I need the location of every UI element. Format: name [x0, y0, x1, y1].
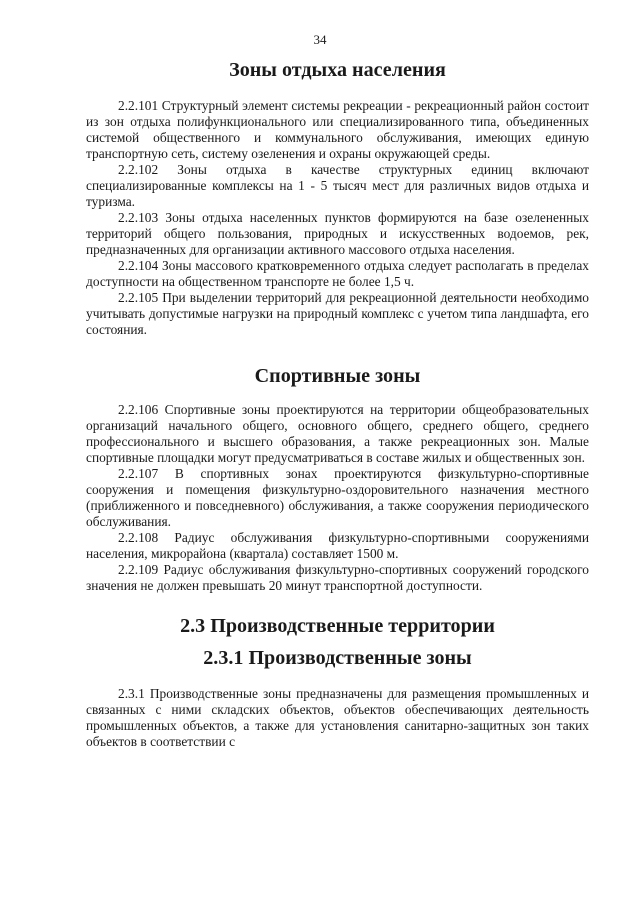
paragraph-2-2-109: 2.2.109 Радиус обслуживания физкультурно-спортивных сооружений городского значения не должен превышать 20 минут транспортной доступности. — [86, 562, 589, 593]
paragraph-2-2-101: 2.2.101 Структурный элемент системы рекреации - рекреационный район состоит из зон отдыха полифункционального или специализированного типа, объединенных системой общественного и коммунального обслуживания, имеющих единую транспортную сеть, систему озеленения и охраны окружающей среды. — [86, 98, 589, 161]
paragraph-2-2-106: 2.2.106 Спортивные зоны проектируются на территории общеобразовательных организаций начального общего, основного общего, среднего общего, среднего профессионального и высшего образования, а также рекреационных зон. Малые спортивные площадки могут предусматриваться в составе жилых и общественных зон. — [86, 402, 589, 465]
paragraph-2-2-103: 2.2.103 Зоны отдыха населенных пунктов формируются на базе озелененных территорий общего пользования, природных и искусственных водоемов, рек, предназначенных для организации активного массового отдыха населения. — [86, 210, 589, 257]
heading-recreation-zones: Зоны отдыха населения — [229, 59, 446, 81]
paragraph-2-2-108: 2.2.108 Радиус обслуживания физкультурно-спортивными сооружениями населения, микрорайона (квартала) составляет 1500 м. — [86, 530, 589, 561]
paragraph-2-2-104: 2.2.104 Зоны массового кратковременного отдыха следует располагать в пределах доступности на общественном транспорте не более 1,5 ч. — [86, 258, 589, 289]
paragraph-2-2-102: 2.2.102 Зоны отдыха в качестве структурных единиц включают специализированные комплексы на 1 - 5 тысяч мест для различных видов отдыха и туризма. — [86, 162, 589, 209]
heading-industrial-zones: 2.3.1 Производственные зоны — [203, 647, 472, 669]
paragraph-2-2-105: 2.2.105 При выделении территорий для рекреационной деятельности необходимо учитывать допустимые нагрузки на природный комплекс с учетом типа ландшафта, его состояния. — [86, 290, 589, 337]
page-number: 34 — [313, 32, 327, 47]
paragraph-2-2-107: 2.2.107 В спортивных зонах проектируются физкультурно-спортивные сооружения и помещения физкультурно-оздоровительного назначения местного (приближенного и повседневного) обслуживания, а также сооружения периодического обслуживания. — [86, 466, 589, 529]
page-content — [86, 59, 589, 750]
paragraph-2-3-1: 2.3.1 Производственные зоны предназначены для размещения промышленных и связанных с ними складских объектов, объектов обеспечивающих деятельность промышленных объектов, а также для установления санитарно-защитных зон таких объектов в соответствии с — [86, 686, 589, 749]
heading-sports-zones: Спортивные зоны — [254, 365, 421, 387]
heading-industrial-territories: 2.3 Производственные территории — [180, 615, 495, 637]
